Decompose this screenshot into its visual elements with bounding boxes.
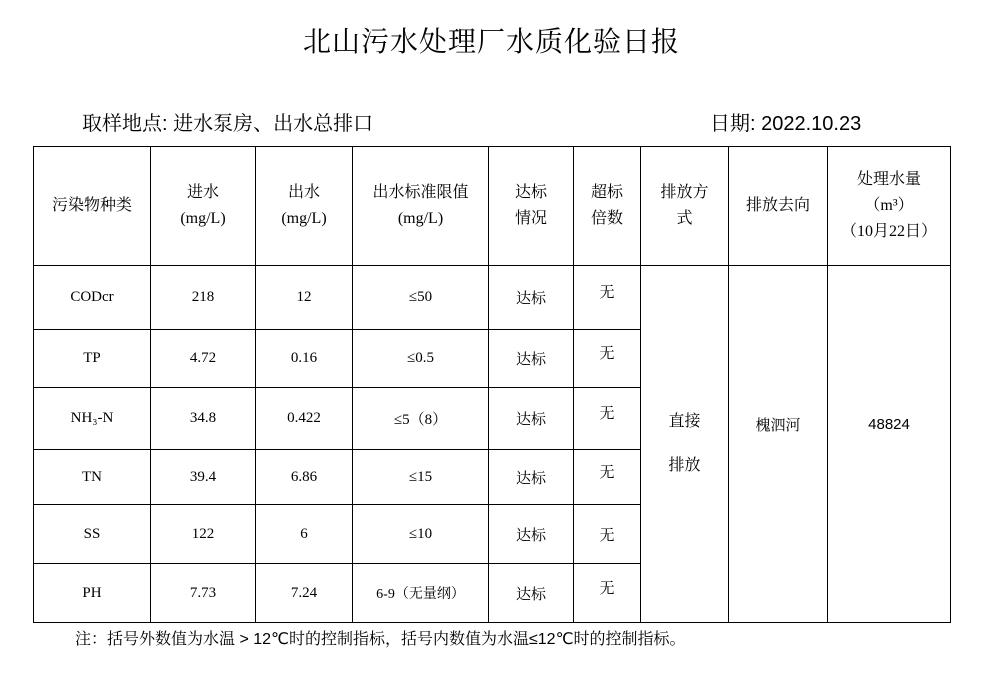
header-effluent-limit: 出水标准限值 (mg/L) [353,147,489,266]
compliance-cell: 达标 [489,505,574,564]
exceed-cell: 无 [574,266,641,330]
exceed-cell: 无 [574,388,641,450]
effluent-cell: 12 [256,266,353,330]
compliance-cell: 达标 [489,266,574,330]
exceed-cell: 无 [574,450,641,505]
influent-cell: 39.4 [151,450,256,505]
discharge-method-cell: 直接 排放 [641,266,729,623]
compliance-cell: 达标 [489,450,574,505]
pollutant-cell: CODcr [34,266,151,330]
header-discharge-destination: 排放去向 [729,147,828,266]
limit-cell: ≤5（8） [353,388,489,450]
compliance-cell: 达标 [489,564,574,623]
influent-cell: 4.72 [151,330,256,388]
influent-cell: 34.8 [151,388,256,450]
pollutant-cell: NH₃-N [34,388,151,450]
effluent-cell: 0.422 [256,388,353,450]
influent-cell: 122 [151,505,256,564]
header-pollutant: 污染物种类 [34,147,151,266]
header-influent: 进水 (mg/L) [151,147,256,266]
pollutant-cell: SS [34,505,151,564]
sampling-location: 取样地点: 进水泵房、出水总排口 [82,113,374,135]
table-row [34,266,951,330]
exceed-cell: 无 [574,564,641,623]
header-compliance: 达标 情况 [489,147,574,266]
treated-volume-cell: 48824 [828,266,951,623]
effluent-cell: 6.86 [256,450,353,505]
exceed-cell: 无 [574,330,641,388]
header-row [34,147,951,266]
limit-cell: 6-9（无量纲） [353,564,489,623]
compliance-cell: 达标 [489,388,574,450]
exceed-cell: 无 [574,505,641,564]
header-effluent: 出水 (mg/L) [256,147,353,266]
header-discharge-method: 排放方 式 [641,147,729,266]
pollutant-cell: TP [34,330,151,388]
limit-cell: ≤10 [353,505,489,564]
influent-cell: 218 [151,266,256,330]
compliance-cell: 达标 [489,330,574,388]
effluent-cell: 7.24 [256,564,353,623]
pollutant-cell: TN [34,450,151,505]
water-quality-table [33,146,951,623]
effluent-cell: 6 [256,505,353,564]
limit-cell: ≤50 [353,266,489,330]
pollutant-cell: PH [34,564,151,623]
header-treated-volume: 处理水量 （m³） （10月22日） [828,147,951,266]
report-date: 日期: 2022.10.23 [710,113,862,135]
effluent-cell: 0.16 [256,330,353,388]
influent-cell: 7.73 [151,564,256,623]
limit-cell: ≤0.5 [353,330,489,388]
limit-cell: ≤15 [353,450,489,505]
discharge-destination-cell: 槐泗河 [729,266,828,623]
footnote: 注：括号外数值为水温 > 12℃时的控制指标，括号内数值为水温≤12℃时的控制指标。 [75,631,686,648]
report-title: 北山污水处理厂水质化验日报 [302,26,680,57]
header-exceed-multiple: 超标 倍数 [574,147,641,266]
